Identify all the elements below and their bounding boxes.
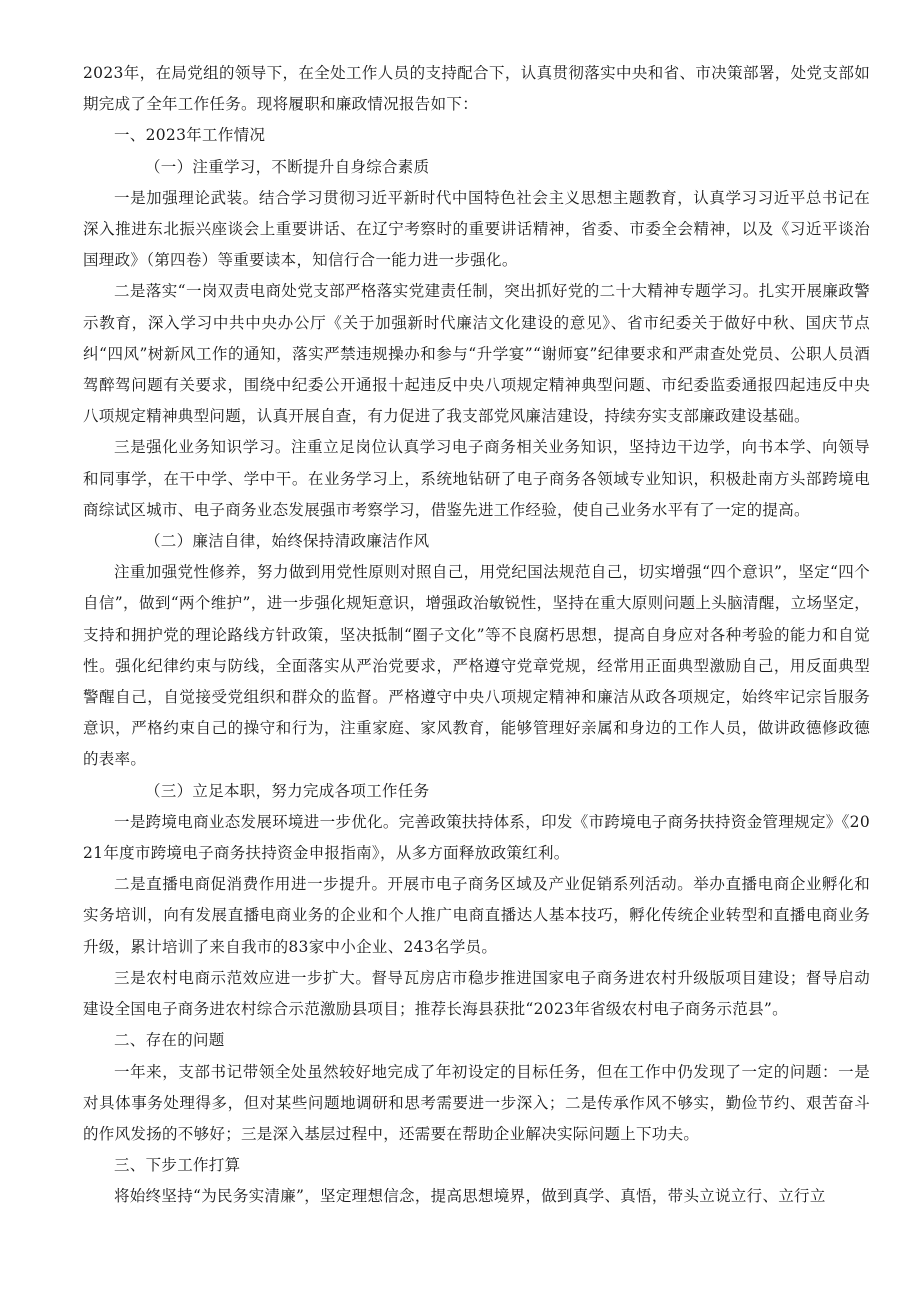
body-paragraph-responsibility: 二是落实“一岗双责电商处党支部严格落实党建责任制，突出抓好党的二十大精神专题学习。扎实开展廉政警示教育，深入学习中共中央办公厅《关于加强新时代廉洁文化建设的意见》、省市纪委关于做好中秋、国庆节点纠“四风”树新风工作的通知，落实严禁违规操办和参与“升学宴”“谢师宴”纪律要求和严肃查处党员、公职人员酒驾醉驾问题有关要求，围绕中纪委公开通报十起违反中央八项规定精神典型问题、市纪委监委通报四起违反中央八项规定精神典型问题，认真开展自查，有力促进了我支部党风廉洁建设，持续夯实支部廉政建设基础。 [83, 282, 870, 426]
subsection-heading-duties: （三）立足本职，努力完成各项工作任务 [145, 781, 430, 800]
section-heading-next-steps: 三、下步工作打算 [114, 1156, 241, 1175]
body-paragraph-business-study: 三是强化业务知识学习。注重立足岗位认真学习电子商务相关业务知识，坚持边干边学，向书本学、向领导和同事学，在干中学、学中干。在业务学习上，系统地钻研了电子商务各领域专业知识，积极赴南方头部跨境电商综试区城市、电子商务业态发展强市考察学习，借鉴先进工作经验，使自己业务水平有了一定的提高。 [83, 438, 870, 519]
section-heading-work-status: 一、2023年工作情况 [114, 126, 266, 145]
subsection-heading-study: （一）注重学习，不断提升自身综合素质 [145, 157, 430, 176]
body-paragraph-rural: 三是农村电商示范效应进一步扩大。督导瓦房店市稳步推进国家电子商务进农村升级版项目建设；督导启动建设全国电子商务进农村综合示范激励县项目；推荐长海县获批“2023年省级农村电子商务示范县”。 [83, 968, 870, 1019]
body-paragraph-party-discipline: 注重加强党性修养，努力做到用党性原则对照自己，用党纪国法规范自己，切实增强“四个意识”，坚定“四个自信”，做到“两个维护”，进一步强化规矩意识，增强政治敏锐性，坚持在重大原则问题上头脑清醒，立场坚定，支持和拥护党的理论路线方针政策，坚决抵制“圈子文化”等不良腐朽思想，提高自身应对各种考验的能力和自觉性。强化纪律约束与防线，全面落实从严治党要求，严格遵守党章党规，经常用正面典型激励自己，用反面典型警醒自己，自觉接受党组织和群众的监督。严格遵守中央八项规定精神和廉洁从政各项规定，始终牢记宗旨服务意识，严格约束自己的操守和行为，注重家庭、家风教育，能够管理好亲属和身边的工作人员，做讲政德修政德的表率。 [83, 563, 870, 769]
intro-paragraph: 2023年，在局党组的领导下，在全处工作人员的支持配合下，认真贯彻落实中央和省、市决策部署，处党支部如期完成了全年工作任务。现将履职和廉政情况报告如下： [83, 64, 870, 114]
body-paragraph-theory: 一是加强理论武装。结合学习贯彻习近平新时代中国特色社会主义思想主题教育，认真学习习近平总书记在深入推进东北振兴座谈会上重要讲话、在辽宁考察时的重要讲话精神，省委、市委全会精神，以及《习近平谈治国理政》（第四卷）等重要读本，知信行合一能力进一步强化。 [83, 188, 870, 270]
body-paragraph-cross-border: 一是跨境电商业态发展环境进一步优化。完善政策扶持体系，印发《市跨境电子商务扶持资金管理规定》《2021年度市跨境电子商务扶持资金申报指南》，从多方面释放政策红利。 [83, 812, 870, 863]
body-paragraph-problems: 一年来，支部书记带领全处虽然较好地完成了年初设定的目标任务，但在工作中仍发现了一定的问题：一是对具体事务处理得多，但对某些问题地调研和思考需要进一步深入；二是传承作风不够实，勤俭节约、艰苦奋斗的作风发扬的不够好；三是深入基层过程中，还需要在帮助企业解决实际问题上下功夫。 [83, 1062, 870, 1143]
section-heading-problems: 二、存在的问题 [114, 1031, 225, 1050]
body-paragraph-livestream: 二是直播电商促消费作用进一步提升。开展市电子商务区域及产业促销系列活动。举办直播电商企业孵化和实务培训，向有发展直播电商业务的企业和个人推广电商直播达人基本技巧，孵化传统企业转型和直播电商业务升级，累计培训了来自我市的83家中小企业、243名学员。 [83, 875, 870, 956]
body-paragraph-next-steps: 将始终坚持“为民务实清廉”，坚定理想信念，提高思想境界，做到真学、真悟，带头立说立行、立行立 [114, 1187, 826, 1206]
subsection-heading-integrity: （二）廉洁自律，始终保持清政廉洁作风 [145, 532, 430, 551]
